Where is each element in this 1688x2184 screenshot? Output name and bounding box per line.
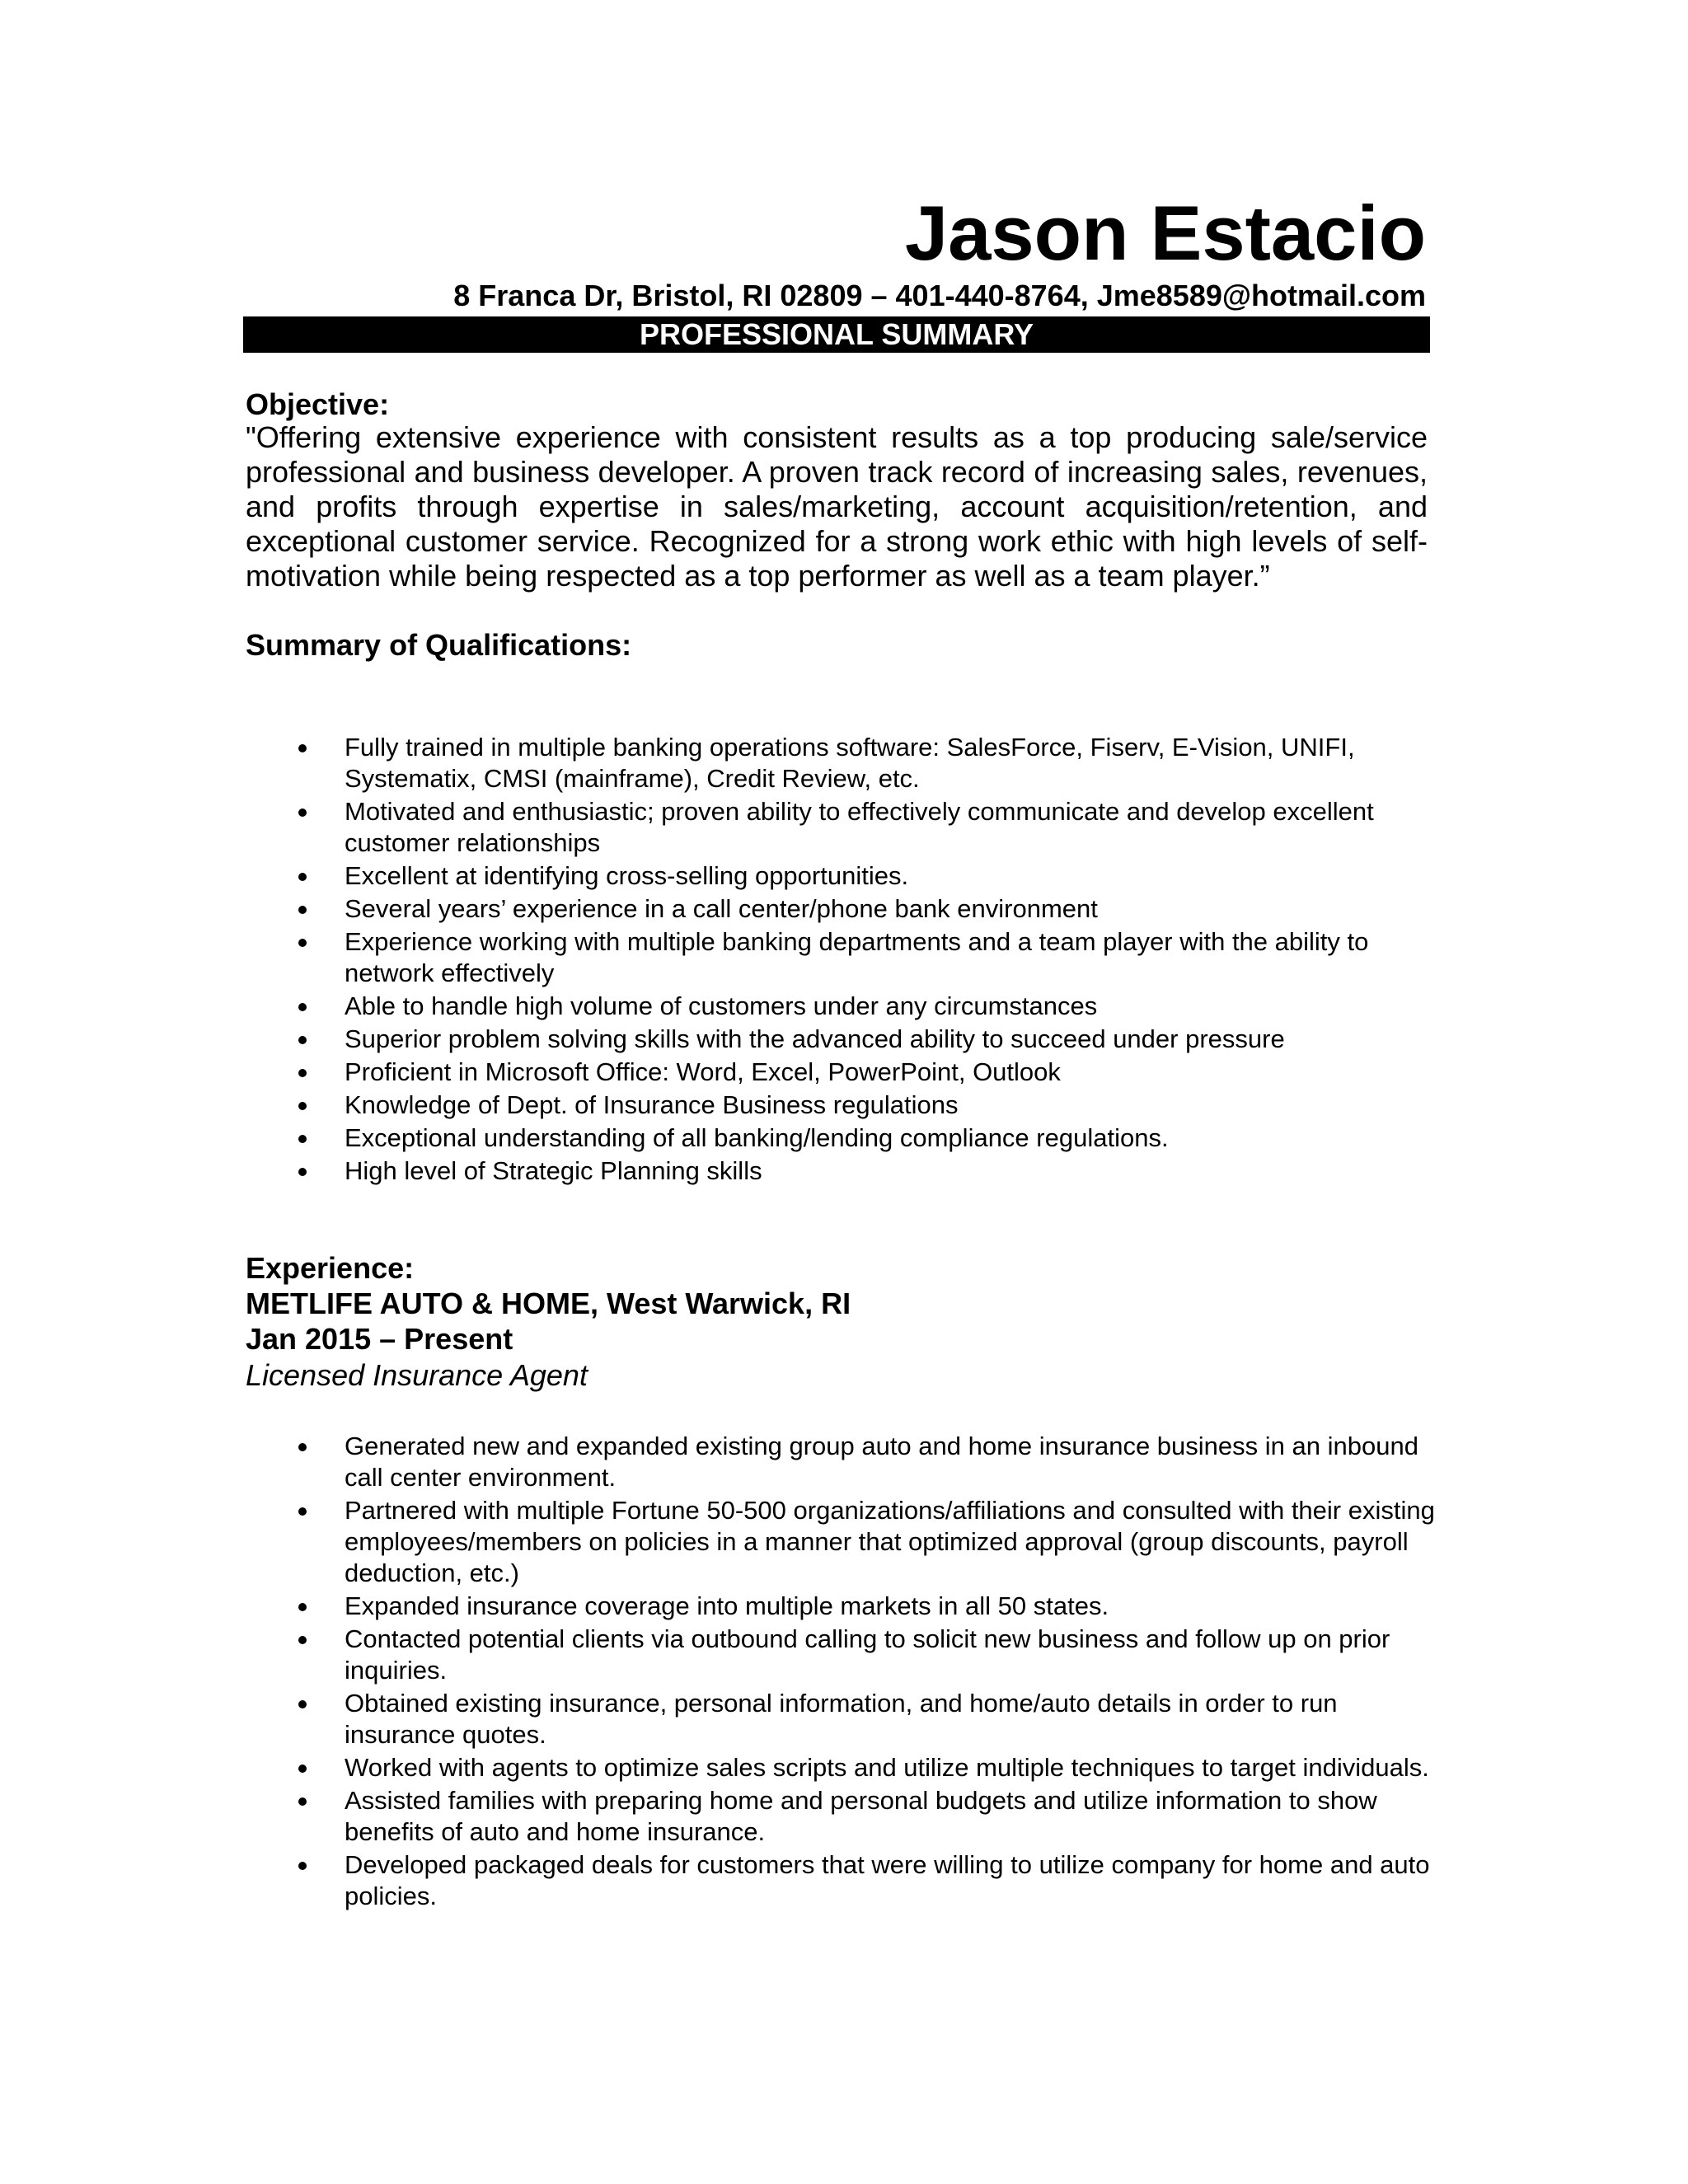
bullet-icon — [298, 1862, 307, 1870]
list-item — [345, 926, 1441, 989]
list-item — [345, 1752, 1441, 1783]
list-item-text: Superior problem solving skills with the advanced ability to succeed under pressure — [345, 1024, 1285, 1053]
list-item — [345, 1122, 1441, 1154]
job-title: Licensed Insurance Agent — [246, 1358, 588, 1392]
list-item-text: Motivated and enthusiastic; proven ability to effectively communicate and develop excellent customer relationships — [345, 797, 1374, 857]
list-item — [345, 860, 1441, 892]
bullet-icon — [298, 744, 307, 752]
list-item — [345, 1090, 1441, 1121]
bullet-icon — [298, 1603, 307, 1611]
contact-line: 8 Franca Dr, Bristol, RI 02809 – 401-440-8764, Jme8589@hotmail.com — [453, 279, 1426, 312]
list-item — [345, 732, 1441, 794]
list-item — [345, 1591, 1441, 1622]
list-item-text: Developed packaged deals for customers that were willing to utilize company for home and auto policies. — [345, 1850, 1430, 1910]
bullet-icon — [298, 808, 307, 817]
bullet-icon — [298, 1102, 307, 1110]
bullet-icon — [298, 873, 307, 881]
bullet-icon — [298, 1765, 307, 1773]
qualifications-list — [345, 732, 1441, 1188]
list-item-text: Able to handle high volume of customers under any circumstances — [345, 991, 1098, 1020]
list-item-text: Exceptional understanding of all banking/lending compliance regulations. — [345, 1123, 1169, 1152]
experience-heading: Experience: — [246, 1251, 415, 1285]
bullet-icon — [298, 906, 307, 914]
list-item-text: Excellent at identifying cross-selling opportunities. — [345, 861, 909, 890]
section-banner: PROFESSIONAL SUMMARY — [243, 316, 1430, 353]
bullet-icon — [298, 1036, 307, 1044]
employment-dates: Jan 2015 – Present — [246, 1322, 513, 1356]
list-item — [345, 991, 1441, 1022]
bullet-icon — [298, 1003, 307, 1011]
bullet-icon — [298, 1700, 307, 1708]
list-item — [345, 1024, 1441, 1055]
qualifications-heading: Summary of Qualifications: — [246, 628, 632, 662]
list-item — [345, 1057, 1441, 1088]
list-item — [345, 1785, 1441, 1848]
bullet-icon — [298, 1168, 307, 1176]
bullet-icon — [298, 1797, 307, 1806]
list-item-text: Fully trained in multiple banking operations software: SalesForce, Fiserv, E-Vision, UNIFI, Systematix, CMSI (mainframe), Credit Review, etc. — [345, 733, 1355, 793]
list-item-text: Partnered with multiple Fortune 50-500 organizations/affiliations and consulted with their existing employees/members on policies in a manner that optimized approval (group discounts, payroll deduction, etc.) — [345, 1496, 1435, 1587]
bullet-icon — [298, 1135, 307, 1143]
list-item — [345, 1624, 1441, 1686]
list-item-text: Experience working with multiple banking departments and a team player with the ability to network effectively — [345, 927, 1369, 987]
list-item-text: Knowledge of Dept. of Insurance Business regulations — [345, 1090, 959, 1119]
list-item — [345, 1155, 1441, 1187]
company-name: METLIFE AUTO & HOME, West Warwick, RI — [246, 1286, 851, 1320]
list-item-text: Proficient in Microsoft Office: Word, Excel, PowerPoint, Outlook — [345, 1057, 1061, 1086]
objective-heading: Objective: — [246, 387, 390, 421]
list-item — [345, 1849, 1441, 1912]
list-item — [345, 893, 1441, 925]
list-item-text: Worked with agents to optimize sales scripts and utilize multiple techniques to target individuals. — [345, 1753, 1429, 1782]
bullet-icon — [298, 1069, 307, 1077]
list-item — [345, 1495, 1441, 1589]
bullet-icon — [298, 1636, 307, 1644]
list-item-text: Assisted families with preparing home and personal budgets and utilize information to show benefits of auto and home insurance. — [345, 1786, 1377, 1846]
objective-text: "Offering extensive experience with consistent results as a top producing sale/service professional and business developer. A proven track record of increasing sales, revenues, and profits through expertise in sales/marketing, account acquisition/retention, and exceptional customer service. Recognized for a strong work ethic with high levels of self-motivation while being respected as a top performer as well as a team player.” — [246, 420, 1428, 593]
bullet-icon — [298, 939, 307, 947]
list-item-text: High level of Strategic Planning skills — [345, 1156, 762, 1185]
list-item-text: Expanded insurance coverage into multiple markets in all 50 states. — [345, 1591, 1109, 1620]
experience-list — [345, 1431, 1441, 1914]
list-item-text: Several years’ experience in a call center/phone bank environment — [345, 894, 1098, 923]
list-item-text: Contacted potential clients via outbound calling to solicit new business and follow up on prior inquiries. — [345, 1624, 1390, 1685]
list-item — [345, 796, 1441, 859]
list-item-text: Generated new and expanded existing group auto and home insurance business in an inbound call center environment. — [345, 1432, 1418, 1492]
list-item — [345, 1688, 1441, 1750]
list-item — [345, 1431, 1441, 1493]
list-item-text: Obtained existing insurance, personal information, and home/auto details in order to run insurance quotes. — [345, 1689, 1338, 1749]
candidate-name: Jason Estacio — [904, 190, 1426, 276]
bullet-icon — [298, 1507, 307, 1516]
bullet-icon — [298, 1443, 307, 1451]
